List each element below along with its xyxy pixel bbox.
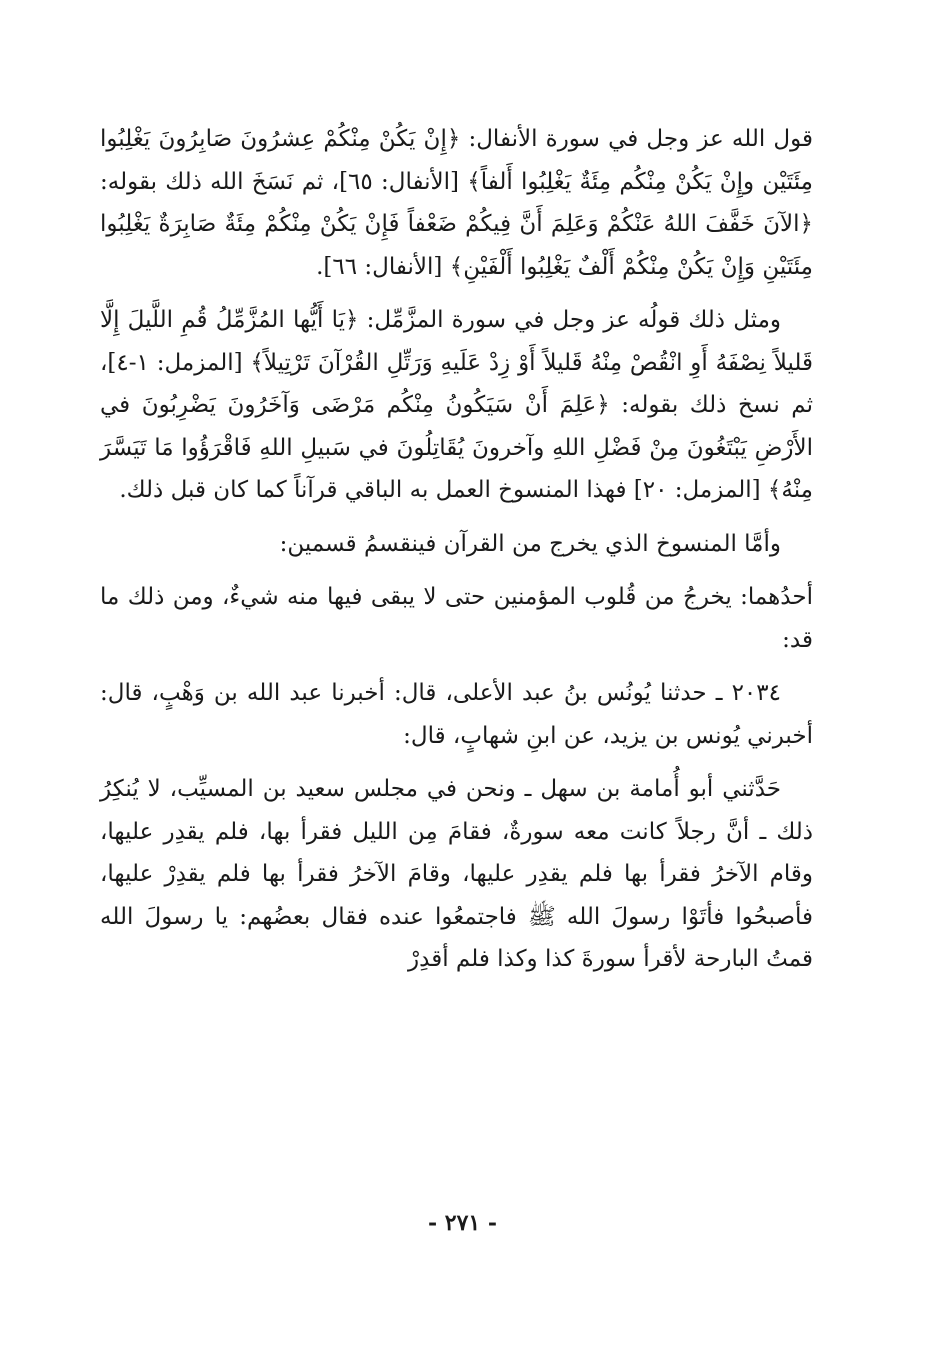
page-body: [100, 118, 813, 992]
page-number: - ٢٧١ -: [427, 1210, 498, 1236]
paragraph-two-types: وأمَّا المنسوخ الذي يخرج من القرآن فينقسمُ قسمين:: [279, 530, 781, 557]
paragraph-anfal: قول الله عز وجل في سورة الأنفال: ﴿إِنْ يَكُنْ مِنْكُمْ عِشرُونَ صَابِرُونَ يَغْلِبُوا مِئَتَيْن وإِنْ يَكُنْ مِنْكُم مِئَةٌ يَغْلِبُوا أَلفاً﴾ [الأنفال: ٦٥]، ثم نَسَخَ الله ذلك بقوله: ﴿الآنَ خَفَّفَ اللهُ عَنْكُمْ وَعَلِمَ أَنَّ فِيكُمْ ضَعْفاً فَإِنْ يَكُنْ مِنْكُمْ مِئَةٌ صَابِرَةٌ يَغْلِبُوا مِئَتَيْنِ وَإِنْ يَكُنْ مِنْكُمْ أَلْفٌ يَغْلِبُوا أَلْفَيْنِ﴾ [الأنفال: ٦٦].: [100, 126, 813, 280]
paragraph-muzzammil: ومثل ذلك قولُه عز وجل في سورة المزَّمِّل: ﴿يَا أَيُّها المُزَّمِّلُ قُمِ اللَّيلَ إِلَّا قَليلاً نِصْفَهُ أَوِ انْقُصْ مِنْهُ قَليلاً أَوْ زِدْ عَلَيهِ وَرَتِّلِ القُرْآنَ تَرْتِيلاً﴾ [المزمل: ١-٤]، ثم نسخ ذلك بقوله: ﴿عَلِمَ أَنْ سَيَكُونُ مِنْكُم مَرْضَى وَآخَرُونَ يَضْرِبُونَ في الأَرْضِ يَبْتَغُونَ مِنْ فَضْلِ اللهِ وآخرونَ يُقَاتِلُونَ في سَبيلِ اللهِ فَاقْرَؤُوا مَا تَيَسَّرَ مِنْهُ﴾ [المزمل: ٢٠] فهذا المنسوخ العمل به الباقي قرآناً كما كان قبل ذلك.: [100, 307, 813, 503]
paragraph-isnad-2034: ٢٠٣٤ ـ حدثنا يُونُس بنُ عبد الأعلى، قال: أخبرنا عبد الله بن وَهْبٍ، قال: أخبرني يُونس بن يزيد، عن ابنِ شهابٍ، قال:: [100, 680, 813, 749]
paragraph-hadith-text: حَدَّثني أبو أُمامة بن سهل ـ ونحن في مجلس سعيد بن المسيِّب، لا يُنكِرُ ذلك ـ أنَّ رجلاً كانت معه سورةٌ، فقامَ مِن الليل فقرأ بها، فلم يقدِر عليها، وقام الآخرُ فقرأ بها فلم يقدِر عليها، وقامَ الآخرُ فقرأ بها فلم يقدِرْ عليها، فأصبحُوا فأتَوْا رسولَ الله ﷺ فاجتمعُوا عنده فقال بعضُهم: يا رسولَ الله قمتُ البارحة لأقرأ سورةَ كذا وكذا فلم أقدِرْ: [100, 776, 813, 972]
paragraph-first-type: أحدُهما: يخرجُ من قُلوب المؤمنين حتى لا يبقى فيها منه شيءٌ، ومن ذلك ما قد:: [100, 584, 813, 653]
